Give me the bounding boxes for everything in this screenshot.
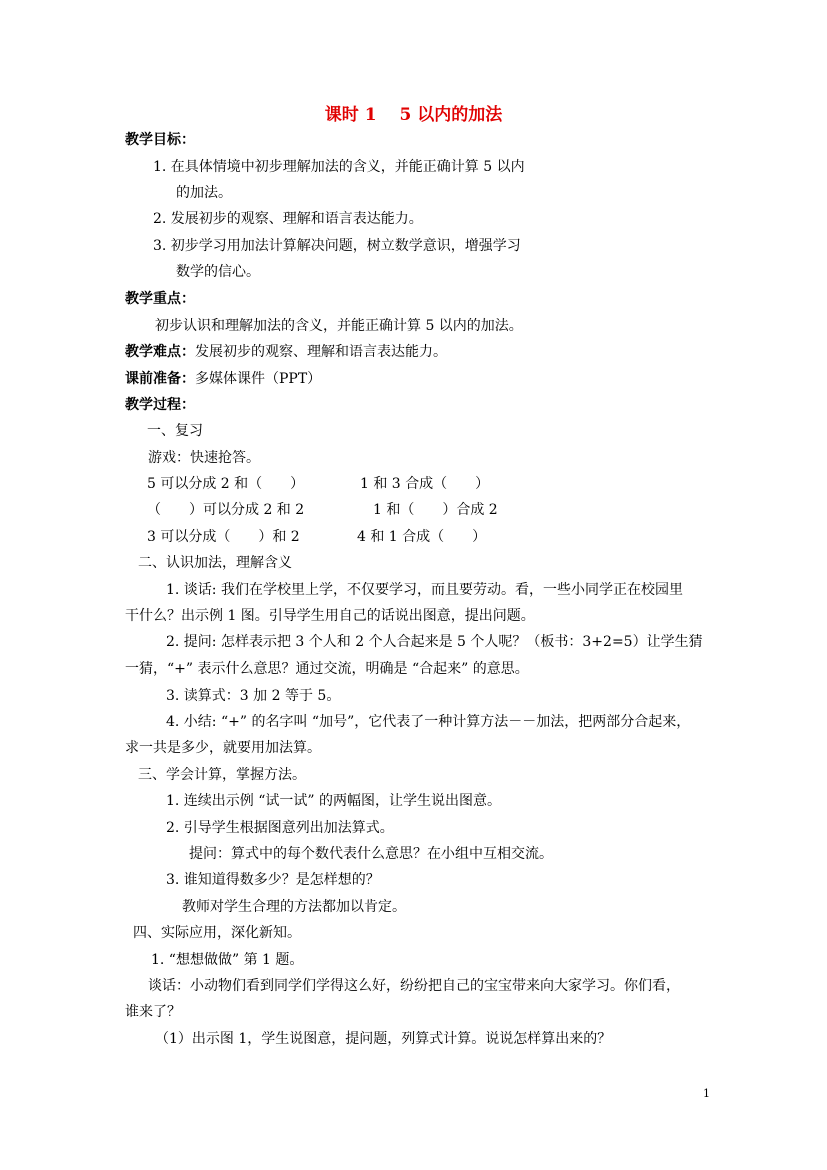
body-line: 1. 连续出示例 “试一试” 的两幅图，让学生说出图意。 bbox=[166, 793, 502, 809]
body-line: 谁来了？ bbox=[125, 1004, 181, 1020]
quiz-item: 1 和 3 合成（ ） bbox=[360, 476, 490, 492]
body-line: 教师对学生合理的方法都加以肯定。 bbox=[182, 899, 406, 915]
goals-heading: 教学目标： bbox=[125, 132, 195, 148]
quiz-item: 1 和（ ）合成 2 bbox=[373, 502, 498, 518]
section-heading: 三、学会计算，掌握方法。 bbox=[138, 767, 306, 783]
body-line: 1. 谈话: 我们在学校里上学，不仅要学习，而且要劳动。看，一些小同学正在校园里 bbox=[166, 582, 683, 598]
quiz-item: 5 可以分成 2 和（ ） bbox=[147, 476, 305, 492]
goal-line: 的加法。 bbox=[176, 185, 232, 201]
body-line: 2. 引导学生根据图意列出加法算式。 bbox=[166, 820, 394, 836]
key-text: 初步认识和理解加法的含义，并能正确计算 5 以内的加法。 bbox=[155, 318, 523, 334]
body-line: 求一共是多少，就要用加法算。 bbox=[125, 740, 321, 756]
difficulty-text: 发展初步的观察、理解和语言表达能力。 bbox=[195, 344, 447, 360]
body-line: 3. 谁知道得数多少？是怎样想的？ bbox=[166, 872, 380, 888]
prep-line bbox=[125, 369, 321, 389]
body-line: 4. 小结: “+” 的名字叫 “加号”，它代表了一种计算方法－－加法，把两部分合起来， bbox=[166, 714, 691, 730]
section-heading: 一、复习 bbox=[147, 423, 203, 439]
page-number: 1 bbox=[703, 1087, 710, 1100]
goal-line: 3. 初步学习用加法计算解决问题，树立数学意识，增强学习 bbox=[153, 238, 521, 254]
page-title: 课时 1 5 以内的加法 bbox=[324, 105, 503, 125]
prep-heading: 课前准备： bbox=[125, 371, 195, 387]
process-heading: 教学过程： bbox=[125, 397, 195, 413]
goal-line: 数学的信心。 bbox=[176, 264, 260, 280]
section-heading: 四、实际应用，深化新知。 bbox=[133, 925, 301, 941]
body-line: 1. “想想做做” 第 1 题。 bbox=[151, 952, 304, 968]
body-line: 干什么？出示例 1 图。引导学生用自己的话说出图意，提出问题。 bbox=[125, 608, 535, 624]
quiz-item: 3 可以分成（ ）和 2 bbox=[147, 529, 300, 545]
body-line: 2. 提问: 怎样表示把 3 个人和 2 个人合起来是 5 个人呢？（板书：3+2=5）让学生猜 bbox=[166, 634, 703, 650]
body-line: 一猜，“+” 表示什么意思？通过交流，明确是 “合起来” 的意思。 bbox=[125, 661, 529, 677]
goal-line: 2. 发展初步的观察、理解和语言表达能力。 bbox=[153, 211, 423, 227]
prep-text: 多媒体课件（PPT） bbox=[195, 371, 322, 387]
key-heading: 教学重点： bbox=[125, 291, 195, 307]
body-line: 谈话：小动物们看到同学们学得这么好，纷纷把自己的宝宝带来向大家学习。你们看， bbox=[148, 978, 680, 994]
game-text: 游戏：快速抢答。 bbox=[148, 450, 260, 466]
quiz-item: （ ）可以分成 2 和 2 bbox=[147, 502, 305, 518]
body-line: （1）出示图 1，学生说图意，提问题，列算式计算。说说怎样算出来的？ bbox=[155, 1031, 612, 1047]
quiz-item: 4 和 1 合成（ ） bbox=[357, 529, 487, 545]
goal-line: 1. 在具体情境中初步理解加法的含义，并能正确计算 5 以内 bbox=[153, 159, 525, 175]
difficulty-heading: 教学难点： bbox=[125, 344, 195, 360]
body-line: 3. 读算式：3 加 2 等于 5。 bbox=[166, 688, 341, 704]
body-line: 提问：算式中的每个数代表什么意思？在小组中互相交流。 bbox=[189, 846, 553, 862]
difficulty-line bbox=[125, 342, 447, 362]
section-heading: 二、认识加法，理解含义 bbox=[138, 555, 292, 571]
